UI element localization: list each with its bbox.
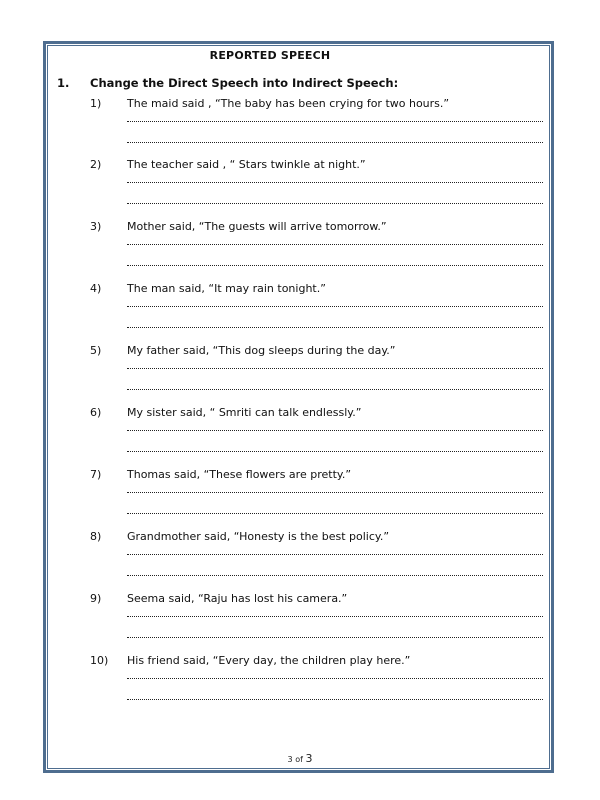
item-sentence: Grandmother said, “Honesty is the best policy.”: [127, 530, 390, 543]
answer-line[interactable]: [127, 244, 543, 245]
answer-line[interactable]: [127, 637, 543, 638]
item-number: 8): [90, 530, 102, 543]
item-number: 1): [90, 97, 102, 110]
exercise-item: [0, 406, 600, 466]
page-of-label: of: [295, 755, 303, 764]
page-current: 3: [287, 755, 293, 764]
answer-line[interactable]: [127, 513, 543, 514]
item-number: 7): [90, 468, 102, 481]
item-number: 2): [90, 158, 102, 171]
exercise-item: [0, 530, 600, 590]
answer-line[interactable]: [127, 182, 543, 183]
item-number: 10): [90, 654, 109, 667]
item-sentence: Thomas said, “These flowers are pretty.”: [127, 468, 352, 481]
item-number: 4): [90, 282, 102, 295]
item-number: 6): [90, 406, 102, 419]
page-total: 3: [305, 752, 313, 765]
exercise-item: [0, 468, 600, 528]
answer-line[interactable]: [127, 121, 543, 122]
answer-line[interactable]: [127, 451, 543, 452]
exercise-item: [0, 97, 600, 157]
item-number: 5): [90, 344, 102, 357]
item-sentence: The teacher said , “ Stars twinkle at night.”: [127, 158, 366, 171]
item-sentence: The man said, “It may rain tonight.”: [127, 282, 326, 295]
item-sentence: The maid said , “The baby has been crying for two hours.”: [127, 97, 450, 110]
exercise-item: [0, 344, 600, 404]
exercise-item: [0, 654, 600, 714]
item-sentence: Seema said, “Raju has lost his camera.”: [127, 592, 348, 605]
page-number: [0, 752, 600, 765]
answer-line[interactable]: [127, 678, 543, 679]
question-number: 1.: [57, 76, 70, 90]
answer-line[interactable]: [127, 368, 543, 369]
question-instruction: Change the Direct Speech into Indirect Speech:: [90, 76, 399, 90]
answer-line[interactable]: [127, 265, 543, 266]
answer-line[interactable]: [127, 203, 543, 204]
item-number: 9): [90, 592, 102, 605]
item-sentence: His friend said, “Every day, the children play here.”: [127, 654, 411, 667]
answer-line[interactable]: [127, 306, 543, 307]
exercise-item: [0, 220, 600, 280]
item-sentence: My sister said, “ Smriti can talk endlessly.”: [127, 406, 362, 419]
answer-line[interactable]: [127, 430, 543, 431]
answer-line[interactable]: [127, 575, 543, 576]
answer-line[interactable]: [127, 389, 543, 390]
item-sentence: Mother said, “The guests will arrive tomorrow.”: [127, 220, 387, 233]
answer-line[interactable]: [127, 699, 543, 700]
answer-line[interactable]: [127, 554, 543, 555]
exercise-item: [0, 592, 600, 652]
item-number: 3): [90, 220, 102, 233]
answer-line[interactable]: [127, 616, 543, 617]
item-sentence: My father said, “This dog sleeps during the day.”: [127, 344, 396, 357]
exercise-item: [0, 158, 600, 218]
answer-line[interactable]: [127, 142, 543, 143]
answer-line[interactable]: [127, 327, 543, 328]
answer-line[interactable]: [127, 492, 543, 493]
exercise-item: [0, 282, 600, 342]
worksheet-title: REPORTED SPEECH: [209, 49, 331, 62]
